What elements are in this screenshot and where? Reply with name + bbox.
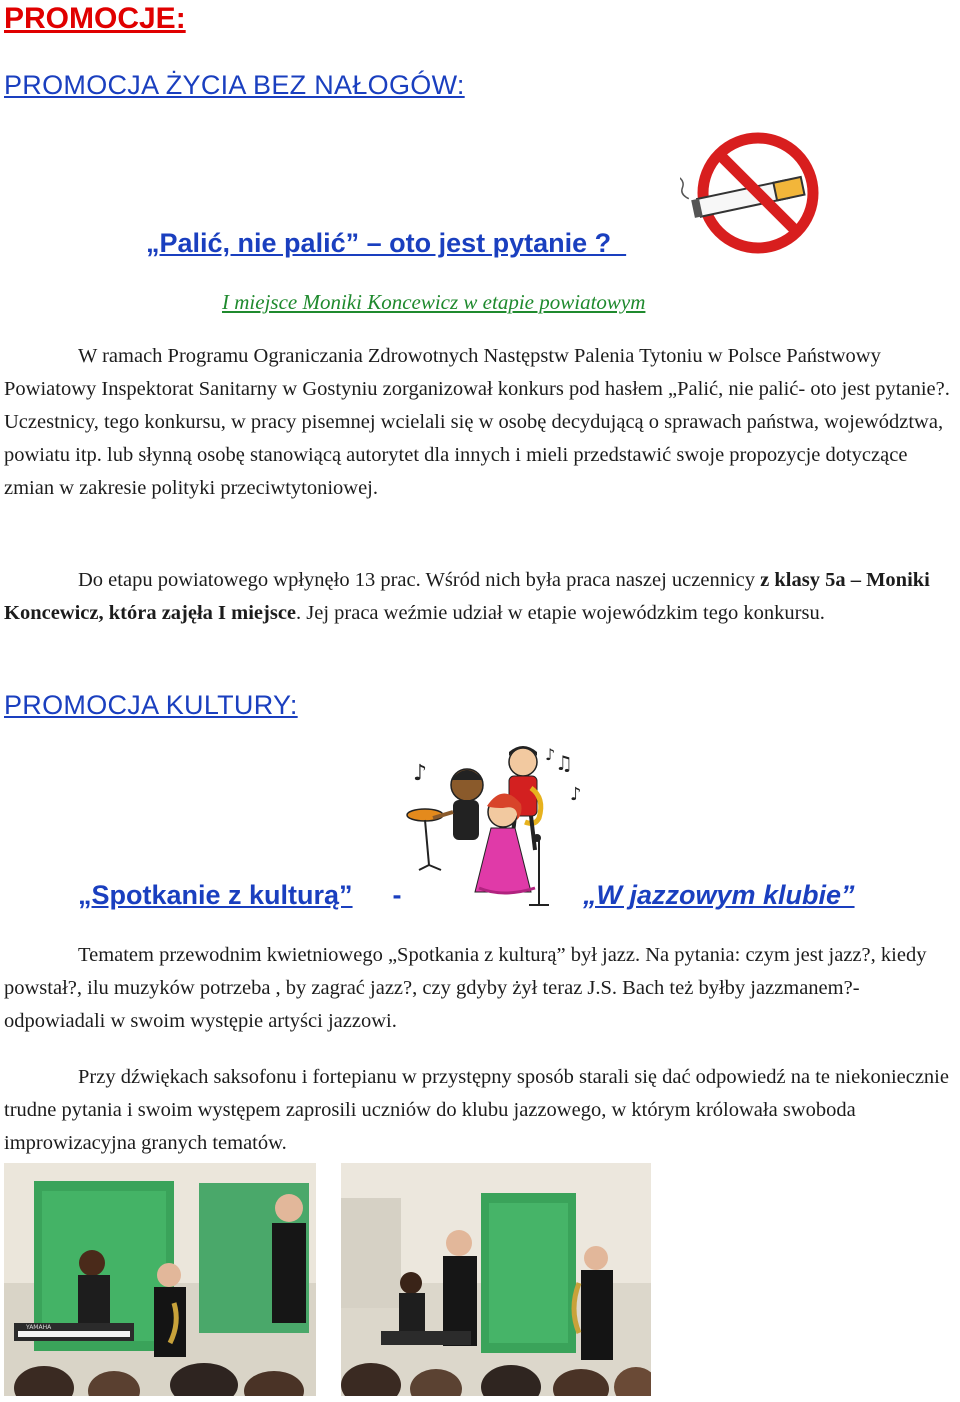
- smoking-paragraph-2: [4, 564, 959, 630]
- promocja-zycia-heading: PROMOCJA ŻYCIA BEZ NAŁOGÓW:: [4, 70, 465, 100]
- smoking-paragraph-2-start: Do etapu powiatowego wpłynęło 13 prac. Wśród nich była praca naszej uczennicy: [78, 569, 761, 591]
- jazz-band-clipart: [405, 740, 590, 910]
- promocja-kultury-heading: PROMOCJA KULTURY:: [4, 690, 298, 720]
- smoking-paragraph-2-end: . Jej praca weźmie udział w etapie wojewódzkim tego konkursu.: [296, 602, 825, 624]
- svg-text:♪: ♪: [570, 784, 582, 805]
- jazz-concert-photo-left: [4, 1163, 316, 1396]
- culture-event-title-left: „Spotkanie z kulturą”: [78, 880, 353, 910]
- culture-paragraph-2: Przy dźwiękach saksofonu i fortepianu w przystępny sposób starali się dać odpowiedź na te niekoniecznie trudne pytania i swoim występem zaprosili uczniów do klubu jazzowego, w którym królowała swoboda improwizacyjna granych tematów.: [4, 1066, 949, 1154]
- culture-event-title-right: „W jazzowym klubie”: [583, 880, 855, 910]
- smoking-event-title: „Palić, nie palić” – oto jest pytanie ?: [146, 228, 627, 258]
- svg-text:♫: ♫: [555, 751, 573, 775]
- no-smoking-icon: [680, 128, 820, 258]
- smoking-paragraph-1: W ramach Programu Ograniczania Zdrowotnych Następstw Palenia Tytoniu w Polsce Państwowy Powiatowy Inspektorat Sanitarny w Gostyniu zorganizował konkurs pod hasłem „Palić, nie palić- oto jest pytanie?. Uczestnicy, tego konkursu, w pracy pisemnej wcielali się w osobę decydującą o sprawach państwa, województwa, powiatu itp. lub słynną osobę stanowiącą autorytet dla innych i mieli przedstawić swoje propozycje dotyczące zmian w zakresie polityki przeciwtytoniowej.: [4, 345, 950, 499]
- culture-paragraph-1: Tematem przewodnim kwietniowego „Spotkania z kulturą” był jazz. Na pytania: czym jest jazz?, kiedy powstał?, ilu muzyków potrzeba , by zagrać jazz?, czy gdyby żył teraz J.S. Bach też byłby jazzmanem?- odpowiadali w swoim występie artyści jazzowi.: [4, 944, 927, 1032]
- promocje-heading: PROMOCJE:: [4, 2, 186, 35]
- keyboard-brand-label: YAMAHA: [26, 1324, 52, 1331]
- jazz-concert-photo-right: [341, 1163, 651, 1396]
- culture-event-title-dash: -: [385, 880, 409, 910]
- smoking-paragraph-2-bold: z klasy 5a – Moniki Koncewicz, która zajęła I miejsce: [4, 569, 930, 624]
- smoking-event-subtitle: I miejsce Moniki Koncewicz w etapie powiatowym: [222, 290, 646, 314]
- svg-text:♪: ♪: [413, 761, 428, 786]
- svg-text:♪: ♪: [545, 745, 556, 764]
